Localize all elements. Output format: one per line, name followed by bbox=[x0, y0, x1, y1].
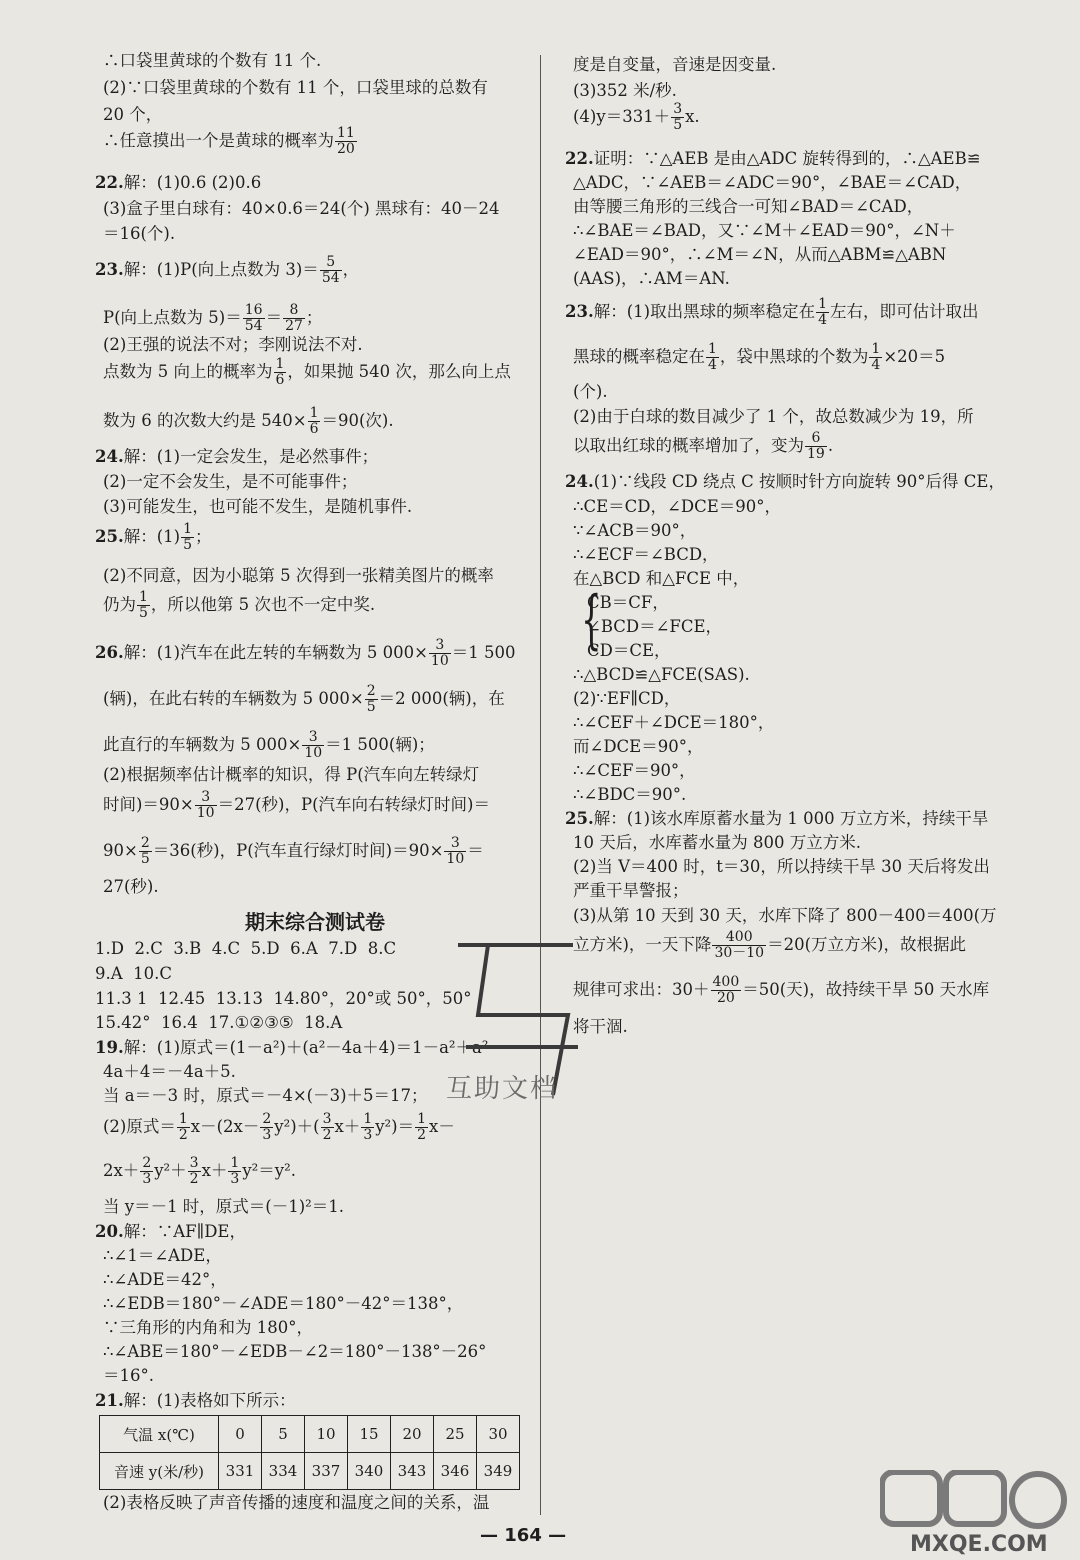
text-line: (AAS)，∴AM＝AN. bbox=[573, 269, 730, 288]
text-line: ∠BCD＝∠FCE， bbox=[587, 617, 723, 636]
text-line: 90× $\frac{2}{5}$ ＝36(秒)，P(汽车直行绿灯时间)＝90× $\frac{3}{10}$ ＝ bbox=[103, 835, 484, 867]
question-20: 20.解：∵AF∥DE， bbox=[95, 1222, 246, 1241]
page-number: — 164 — bbox=[480, 1525, 567, 1546]
text-line: (3)从第 10 天到 30 天，水库下降了 800－400＝400(万 bbox=[573, 906, 997, 925]
text-line: (2)一定不会发生，是不可能事件； bbox=[103, 472, 358, 491]
text-line: 点数为 5 向上的概率为 $\frac{1}{6}$ ，如果抛 540 次，那么向上点 bbox=[103, 356, 511, 388]
table-cell: 331 bbox=[219, 1453, 262, 1490]
text-line: 4a＋4＝－4a＋5. bbox=[103, 1062, 236, 1081]
table-cell: 10 bbox=[305, 1416, 348, 1453]
table-header: 音速 y(米/秒) bbox=[100, 1453, 219, 1490]
text-line: (2)当 V＝400 时，t＝30，所以持续干旱 30 天后将发出 bbox=[573, 857, 990, 876]
answers-9-10: 9.A 10.C bbox=[95, 964, 173, 983]
text-line: 度是自变量，音速是因变量. bbox=[573, 55, 777, 74]
text-line: ＝16(个). bbox=[103, 224, 176, 243]
brace-icon: { bbox=[581, 583, 602, 657]
text-line: (2)∵EF∥CD， bbox=[573, 689, 681, 708]
text-line: (3)可能发生，也可能不发生，是随机事件. bbox=[103, 497, 413, 516]
text-line: (2)不同意，因为小聪第 5 次得到一张精美图片的概率 bbox=[103, 566, 494, 585]
text-line: 10 天后，水库蓄水量为 800 万立方米. bbox=[573, 833, 861, 852]
text-line: (辆)，在此右转的车辆数为 5 000× $\frac{2}{5}$ ＝2 000(辆)，在 bbox=[103, 683, 505, 715]
section-heading: 期末综合测试卷 bbox=[245, 910, 385, 934]
text-line: 此直行的车辆数为 5 000× $\frac{3}{10}$ ＝1 500(辆)； bbox=[103, 729, 435, 761]
text-line: (2)王强的说法不对；李刚说法不对. bbox=[103, 335, 363, 354]
table-cell: 346 bbox=[434, 1453, 477, 1490]
text-line: 由等腰三角形的三线合一可知∠BAD＝∠CAD， bbox=[573, 197, 924, 216]
text-line: 仍为 $\frac{1}{5}$ ，所以他第 5 次也不一定中奖. bbox=[103, 589, 376, 621]
table-cell: 20 bbox=[391, 1416, 434, 1453]
table-cell: 25 bbox=[434, 1416, 477, 1453]
logo-url: MXQE.COM bbox=[910, 1532, 1048, 1557]
table-cell: 343 bbox=[391, 1453, 434, 1490]
answers-1-8: 1.D 2.C 3.B 4.C 5.D 6.A 7.D 8.C bbox=[95, 939, 397, 958]
text-line: ∴∠BAE＝∠BAD，又∵∠M＋∠EAD＝90°，∠N＋ bbox=[573, 221, 956, 240]
text-line: ∴∠CEF＋∠DCE＝180°， bbox=[573, 713, 775, 732]
table-cell: 334 bbox=[262, 1453, 305, 1490]
text-line: 黑球的概率稳定在 $\frac{1}{4}$ ，袋中黑球的个数为 $\frac{1}{4}$ ×20＝5 bbox=[573, 341, 946, 373]
fraction: $\frac{11}{20}$ bbox=[337, 125, 355, 157]
text-line: 立方米)，一天下降 $\frac{400}{30-10}$ ＝20(万立方米)，故根据此 bbox=[573, 929, 966, 961]
data-table bbox=[99, 1415, 520, 1490]
text-line: ∴∠CEF＝90°， bbox=[573, 761, 696, 780]
text-line: △ADC，∵∠AEB＝∠ADC＝90°，∠BAE＝∠CAD， bbox=[573, 173, 972, 192]
text-line: 27(秒). bbox=[103, 877, 159, 896]
table-cell: 30 bbox=[477, 1416, 520, 1453]
text-line: 规律可求出：30＋ $\frac{400}{20}$ ＝50(天)，故持续干旱 50 天水库 bbox=[573, 974, 990, 1006]
table-header: 气温 x(℃) bbox=[100, 1416, 219, 1453]
text-line: ∴CE＝CD，∠DCE＝90°， bbox=[573, 497, 781, 516]
text-line: 严重干旱警报； bbox=[573, 881, 689, 900]
text-line: ∴任意摸出一个是黄球的概率为 $\frac{11}{20}$ bbox=[103, 125, 355, 157]
question-24: 24.解：(1)一定会发生，是必然事件； bbox=[95, 447, 379, 466]
text-line: ∴∠BDC＝90°. bbox=[573, 785, 687, 804]
table-cell: 337 bbox=[305, 1453, 348, 1490]
text-line: 以取出红球的概率增加了，变为 $\frac{6}{19}$ . bbox=[573, 430, 834, 462]
text-line: ∴∠ECF＝∠BCD， bbox=[573, 545, 719, 564]
question-19: 19.解：(1)原式＝(1－a²)＋(a²－4a＋4)＝1－a²＋a²－ bbox=[95, 1038, 505, 1057]
text-line: 在△BCD 和△FCE 中， bbox=[573, 569, 750, 588]
text-line: (2)由于白球的数目减少了 1 个，故总数减少为 19，所 bbox=[573, 407, 974, 426]
question-25: 25.解：(1)该水库原蓄水量为 1 000 万立方米，持续干旱 bbox=[565, 809, 989, 828]
question-23: 23.解：(1)取出黑球的频率稳定在 $\frac{1}{4}$ 左右，即可估计取出 bbox=[565, 296, 979, 328]
text-line: ∴口袋里黄球的个数有 11 个. bbox=[103, 51, 322, 70]
column-divider bbox=[540, 55, 541, 1515]
text-line: ∵三角形的内角和为 180°， bbox=[103, 1318, 313, 1337]
text-line: (3)352 米/秒. bbox=[573, 81, 677, 100]
table-cell: 5 bbox=[262, 1416, 305, 1453]
text-line: 当 y＝－1 时，原式＝(－1)²＝1. bbox=[103, 1197, 345, 1216]
table-cell: 15 bbox=[348, 1416, 391, 1453]
text-line: (2)∵口袋里黄球的个数有 11 个，口袋里球的总数有 bbox=[103, 78, 488, 97]
text-line: 而∠DCE＝90°， bbox=[573, 737, 704, 756]
text-line: ∴∠ADE＝42°， bbox=[103, 1270, 227, 1289]
table-row bbox=[100, 1453, 520, 1490]
watermark-text: 互助文档 bbox=[446, 1074, 559, 1104]
text-line: ∴∠ABE＝180°－∠EDB－∠2＝180°－138°－26° bbox=[103, 1342, 487, 1361]
text-line: (2)原式＝ $\frac{1}{2}$ x－(2x－ $\frac{2}{3}$ y²)＋( $\frac{3}{2}$ x＋ $\frac{1}{3}$ y²)＝ $\frac{1}{2}$ x－ bbox=[103, 1111, 455, 1143]
text-line: 20 个， bbox=[103, 105, 163, 124]
text-line: 数为 6 的次数大约是 540× $\frac{1}{6}$ ＝90(次). bbox=[103, 405, 394, 437]
table-cell: 349 bbox=[477, 1453, 520, 1490]
question-21: 21.解：(1)表格如下所示： bbox=[95, 1391, 296, 1410]
text-line: (个). bbox=[573, 382, 608, 401]
text-line: ∴△BCD≌△FCE(SAS). bbox=[573, 665, 750, 684]
question-23: 23.解：(1)P(向上点数为 3)＝ $\frac{5}{54}$ ， bbox=[95, 254, 360, 286]
text-line: 将干涸. bbox=[573, 1017, 628, 1036]
text-line: 2x＋ $\frac{2}{3}$ y²＋ $\frac{3}{2}$ x＋ $\frac{1}{3}$ y²＝y². bbox=[103, 1155, 296, 1187]
text-line: CD＝CE， bbox=[587, 641, 671, 660]
text-line: P(向上点数为 5)＝ $\frac{16}{54}$ ＝ $\frac{8}{27}$ ； bbox=[103, 302, 323, 334]
question-22: 22.证明：∵△AEB 是由△ADC 旋转得到的，∴△AEB≌ bbox=[565, 149, 981, 168]
table-row bbox=[100, 1416, 520, 1453]
text-line: ∴∠1＝∠ADE， bbox=[103, 1246, 222, 1265]
text-line: ∵∠ACB＝90°， bbox=[573, 521, 697, 540]
table-cell: 0 bbox=[219, 1416, 262, 1453]
text-line: ∠EAD＝90°，∴∠M＝∠N，从而△ABM≌△ABN bbox=[573, 245, 947, 264]
answers-15-18: 15.42° 16.4 17.①②③⑤ 18.A bbox=[95, 1013, 343, 1032]
text-line: CB＝CF， bbox=[587, 593, 669, 612]
question-26: 26.解：(1)汽车在此左转的车辆数为 5 000× $\frac{3}{10}$ ＝1 500 bbox=[95, 637, 516, 669]
text-line: 当 a＝－3 时，原式＝－4×(－3)＋5＝17； bbox=[103, 1086, 428, 1105]
text-line: (2)表格反映了声音传播的速度和温度之间的关系，温 bbox=[103, 1493, 490, 1512]
text-line: ＝16°. bbox=[103, 1366, 154, 1385]
text-line: (3)盒子里白球有：40×0.6＝24(个) 黑球有：40－24 bbox=[103, 199, 500, 218]
text-line: (2)根据频率估计概率的知识，得 P(汽车向左转绿灯 bbox=[103, 765, 480, 784]
text-line: (4)y＝331＋ $\frac{3}{5}$ x. bbox=[573, 101, 700, 133]
text-line: ∴∠EDB＝180°－∠ADE＝180°－42°＝138°， bbox=[103, 1294, 464, 1313]
question-25: 25.解：(1) $\frac{1}{5}$ ； bbox=[95, 521, 212, 553]
text-line: 时间)＝90× $\frac{3}{10}$ ＝27(秒)，P(汽车向右转绿灯时间)＝ bbox=[103, 789, 490, 821]
question-22: 22.解：(1)0.6 (2)0.6 bbox=[95, 173, 262, 192]
answers-11-14: 11.3 1 12.45 13.13 14.80°，20°或 50°，50° bbox=[95, 989, 472, 1008]
table-cell: 340 bbox=[348, 1453, 391, 1490]
question-24: 24.(1)∵线段 CD 绕点 C 按顺时针方向旋转 90°后得 CE， bbox=[565, 472, 1005, 491]
